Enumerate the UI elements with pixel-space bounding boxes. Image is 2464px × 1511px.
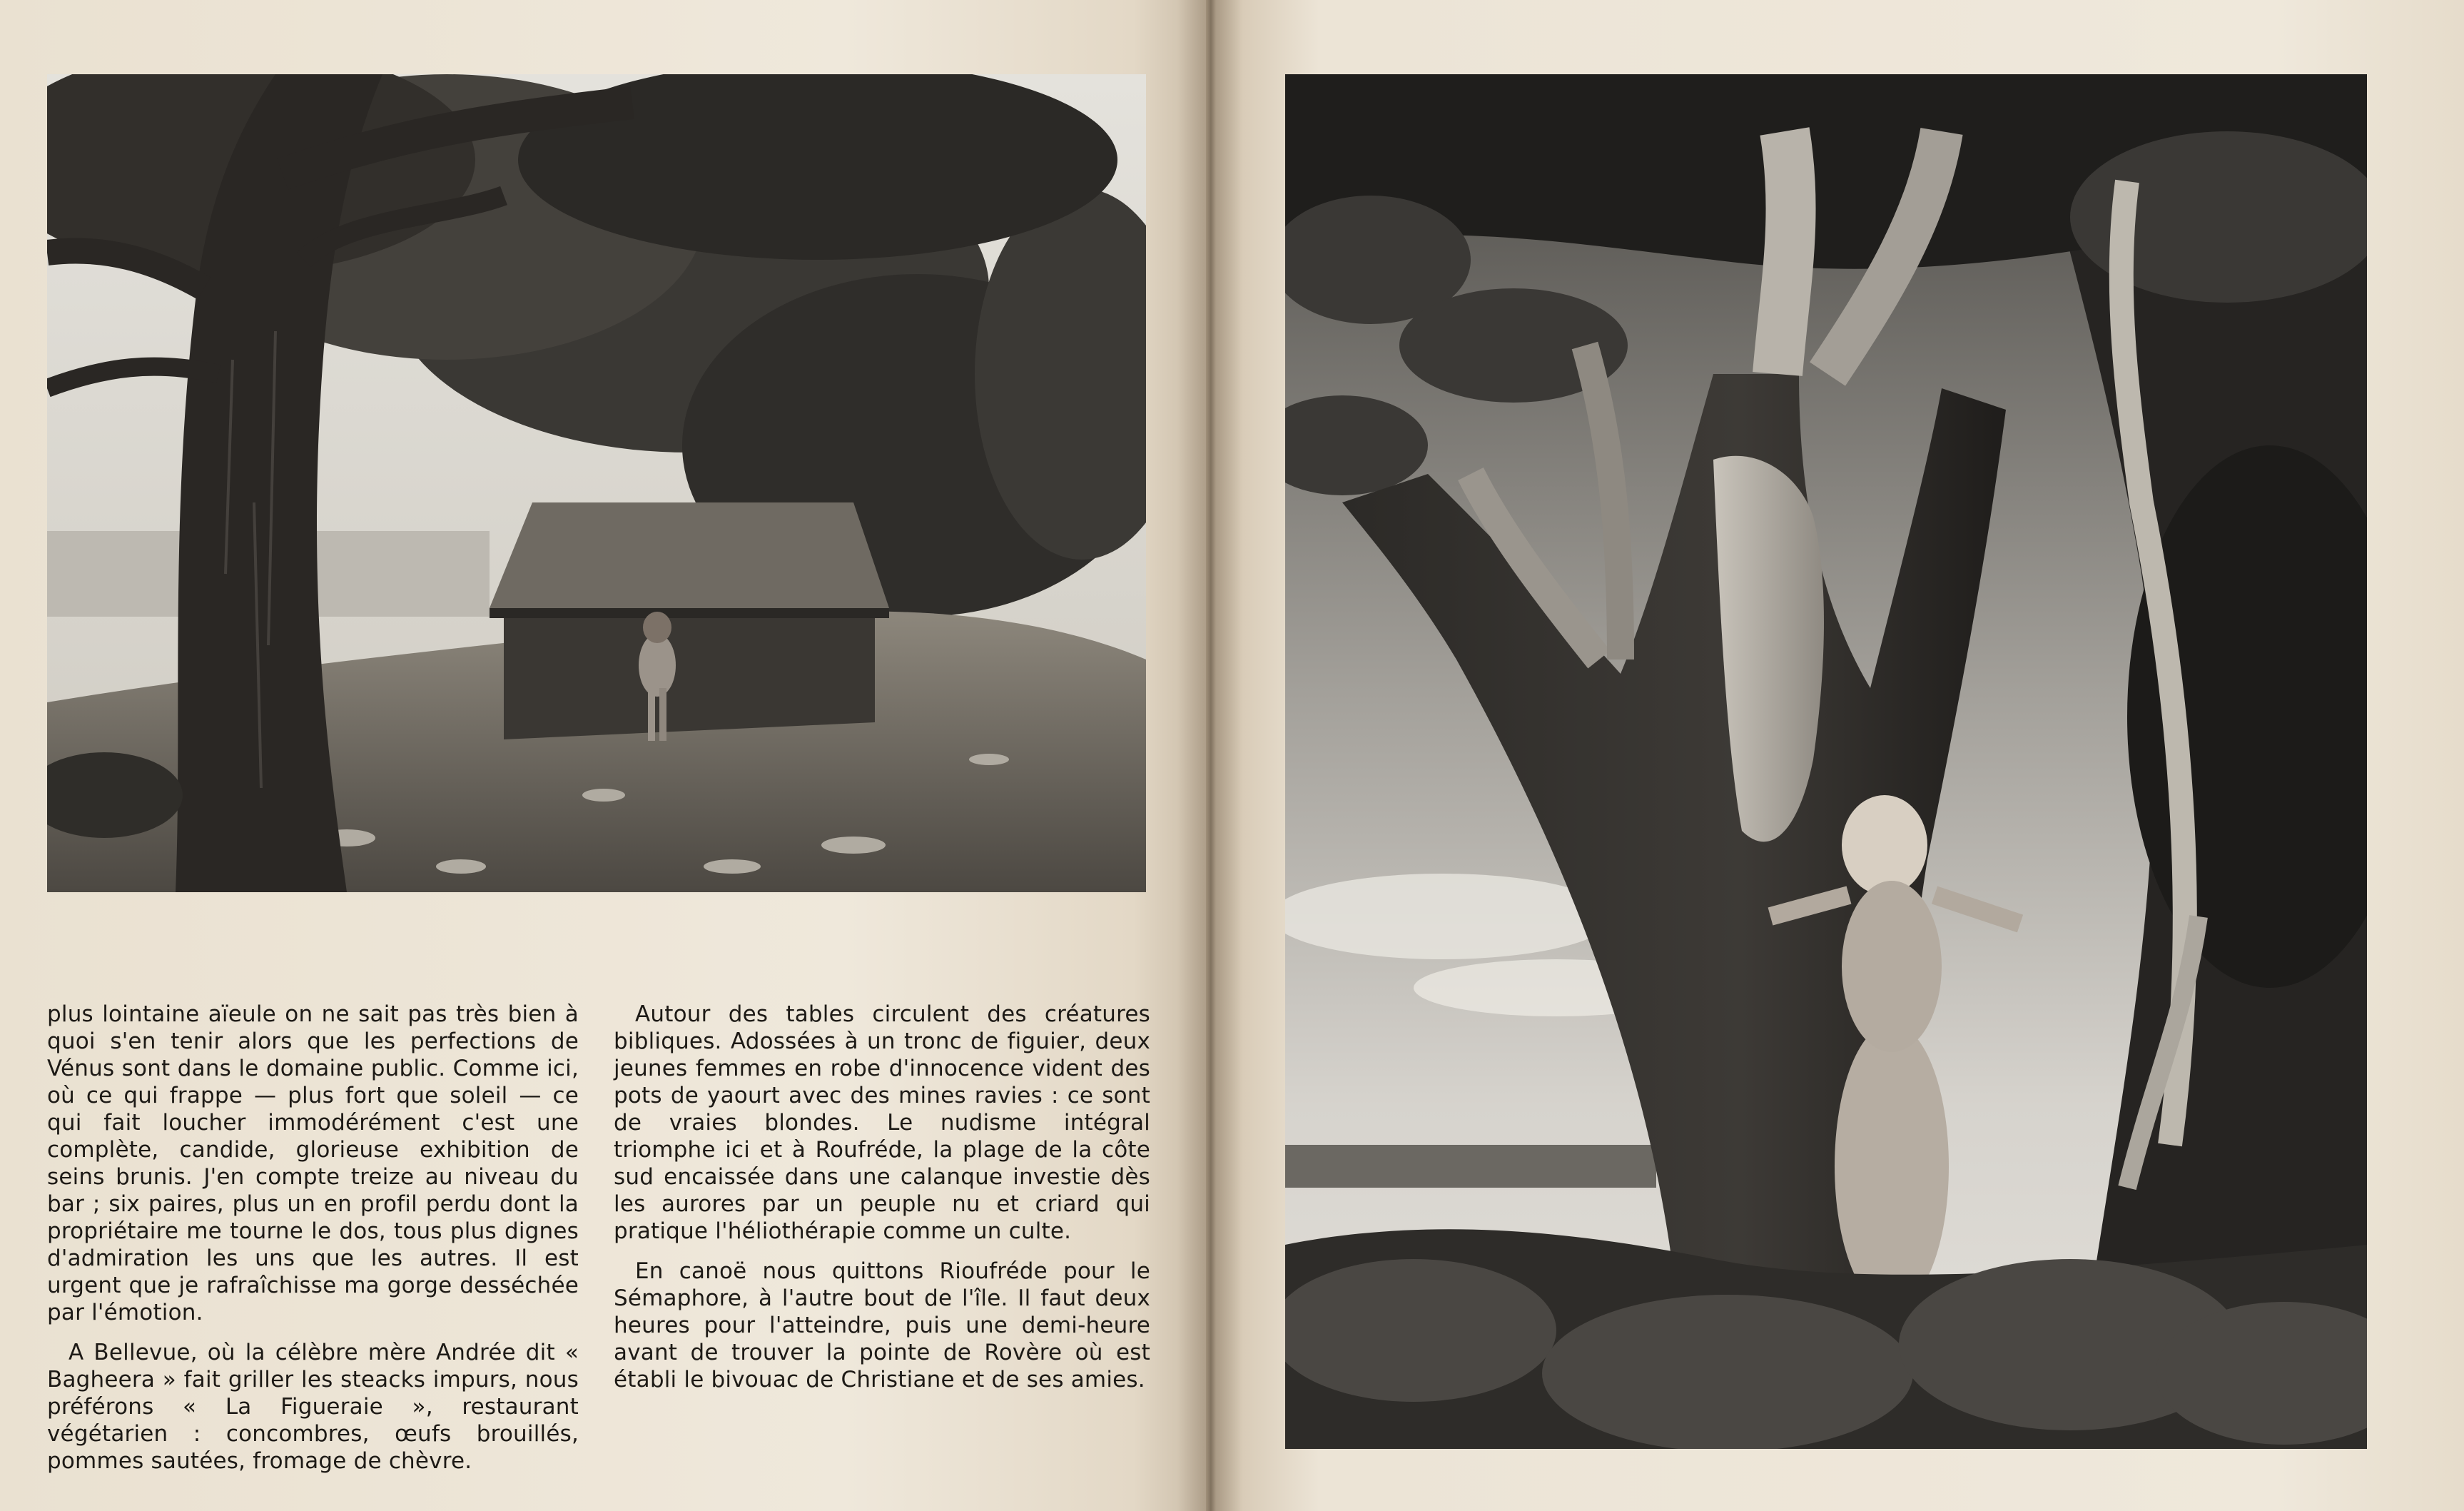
photo-hut-under-pines-image xyxy=(47,74,1146,892)
photo-hut-under-pines xyxy=(47,74,1146,892)
article-column-2 xyxy=(614,1001,1150,1406)
article-column-1 xyxy=(47,1001,579,1487)
photo-woman-by-eucalyptus-image xyxy=(1285,74,2367,1449)
article-paragraph: En canoë nous quittons Rioufréde pour le Sémaphore, à l'autre bout de l'île. Il faut deux heures pour l'atteindre, puis une demi-heure avant de trouver la pointe de Rovère où est établi le bivouac de Christiane et de ses amies. xyxy=(614,1258,1150,1393)
article-paragraph: A Bellevue, où la célèbre mère Andrée dit « Bagheera » fait griller les steacks impurs, nous préférons « La Figueraie », restaurant végétarien : concombres, œufs brouillés, pommes sautées, fromage de chèvre. xyxy=(47,1340,579,1474)
article-paragraph: plus lointaine aïeule on ne sait pas très bien à quoi s'en tenir alors que les perfections de Vénus sont dans le domaine public. Comme ici, où ce qui frappe — plus fort que soleil — ce qui fait loucher immodérément c'est une complète, candide, glorieuse exhibition de seins brunis. J'en compte treize au niveau du bar ; six paires, plus un en profil perdu dont la propriétaire me tourne le dos, tous plus dignes d'admiration les uns que les autres. Il est urgent que je rafraîchisse ma gorge desséchée par l'émotion. xyxy=(47,1001,579,1325)
article-paragraph: Autour des tables circulent des créatures bibliques. Adossées à un tronc de figuier, deux jeunes femmes en robe d'innocence vident des pots de yaourt avec des mines ravies : ce sont de vraies blondes. Le nudisme intégral triomphe ici et à Roufréde, la plage de la côte sud encaissée dans une calanque investie dès les aurores par un peuple nu et criard qui pratique l'héliothérapie comme un culte. xyxy=(614,1001,1150,1244)
book-gutter xyxy=(1177,0,1242,1511)
photo-woman-by-eucalyptus xyxy=(1285,74,2367,1449)
